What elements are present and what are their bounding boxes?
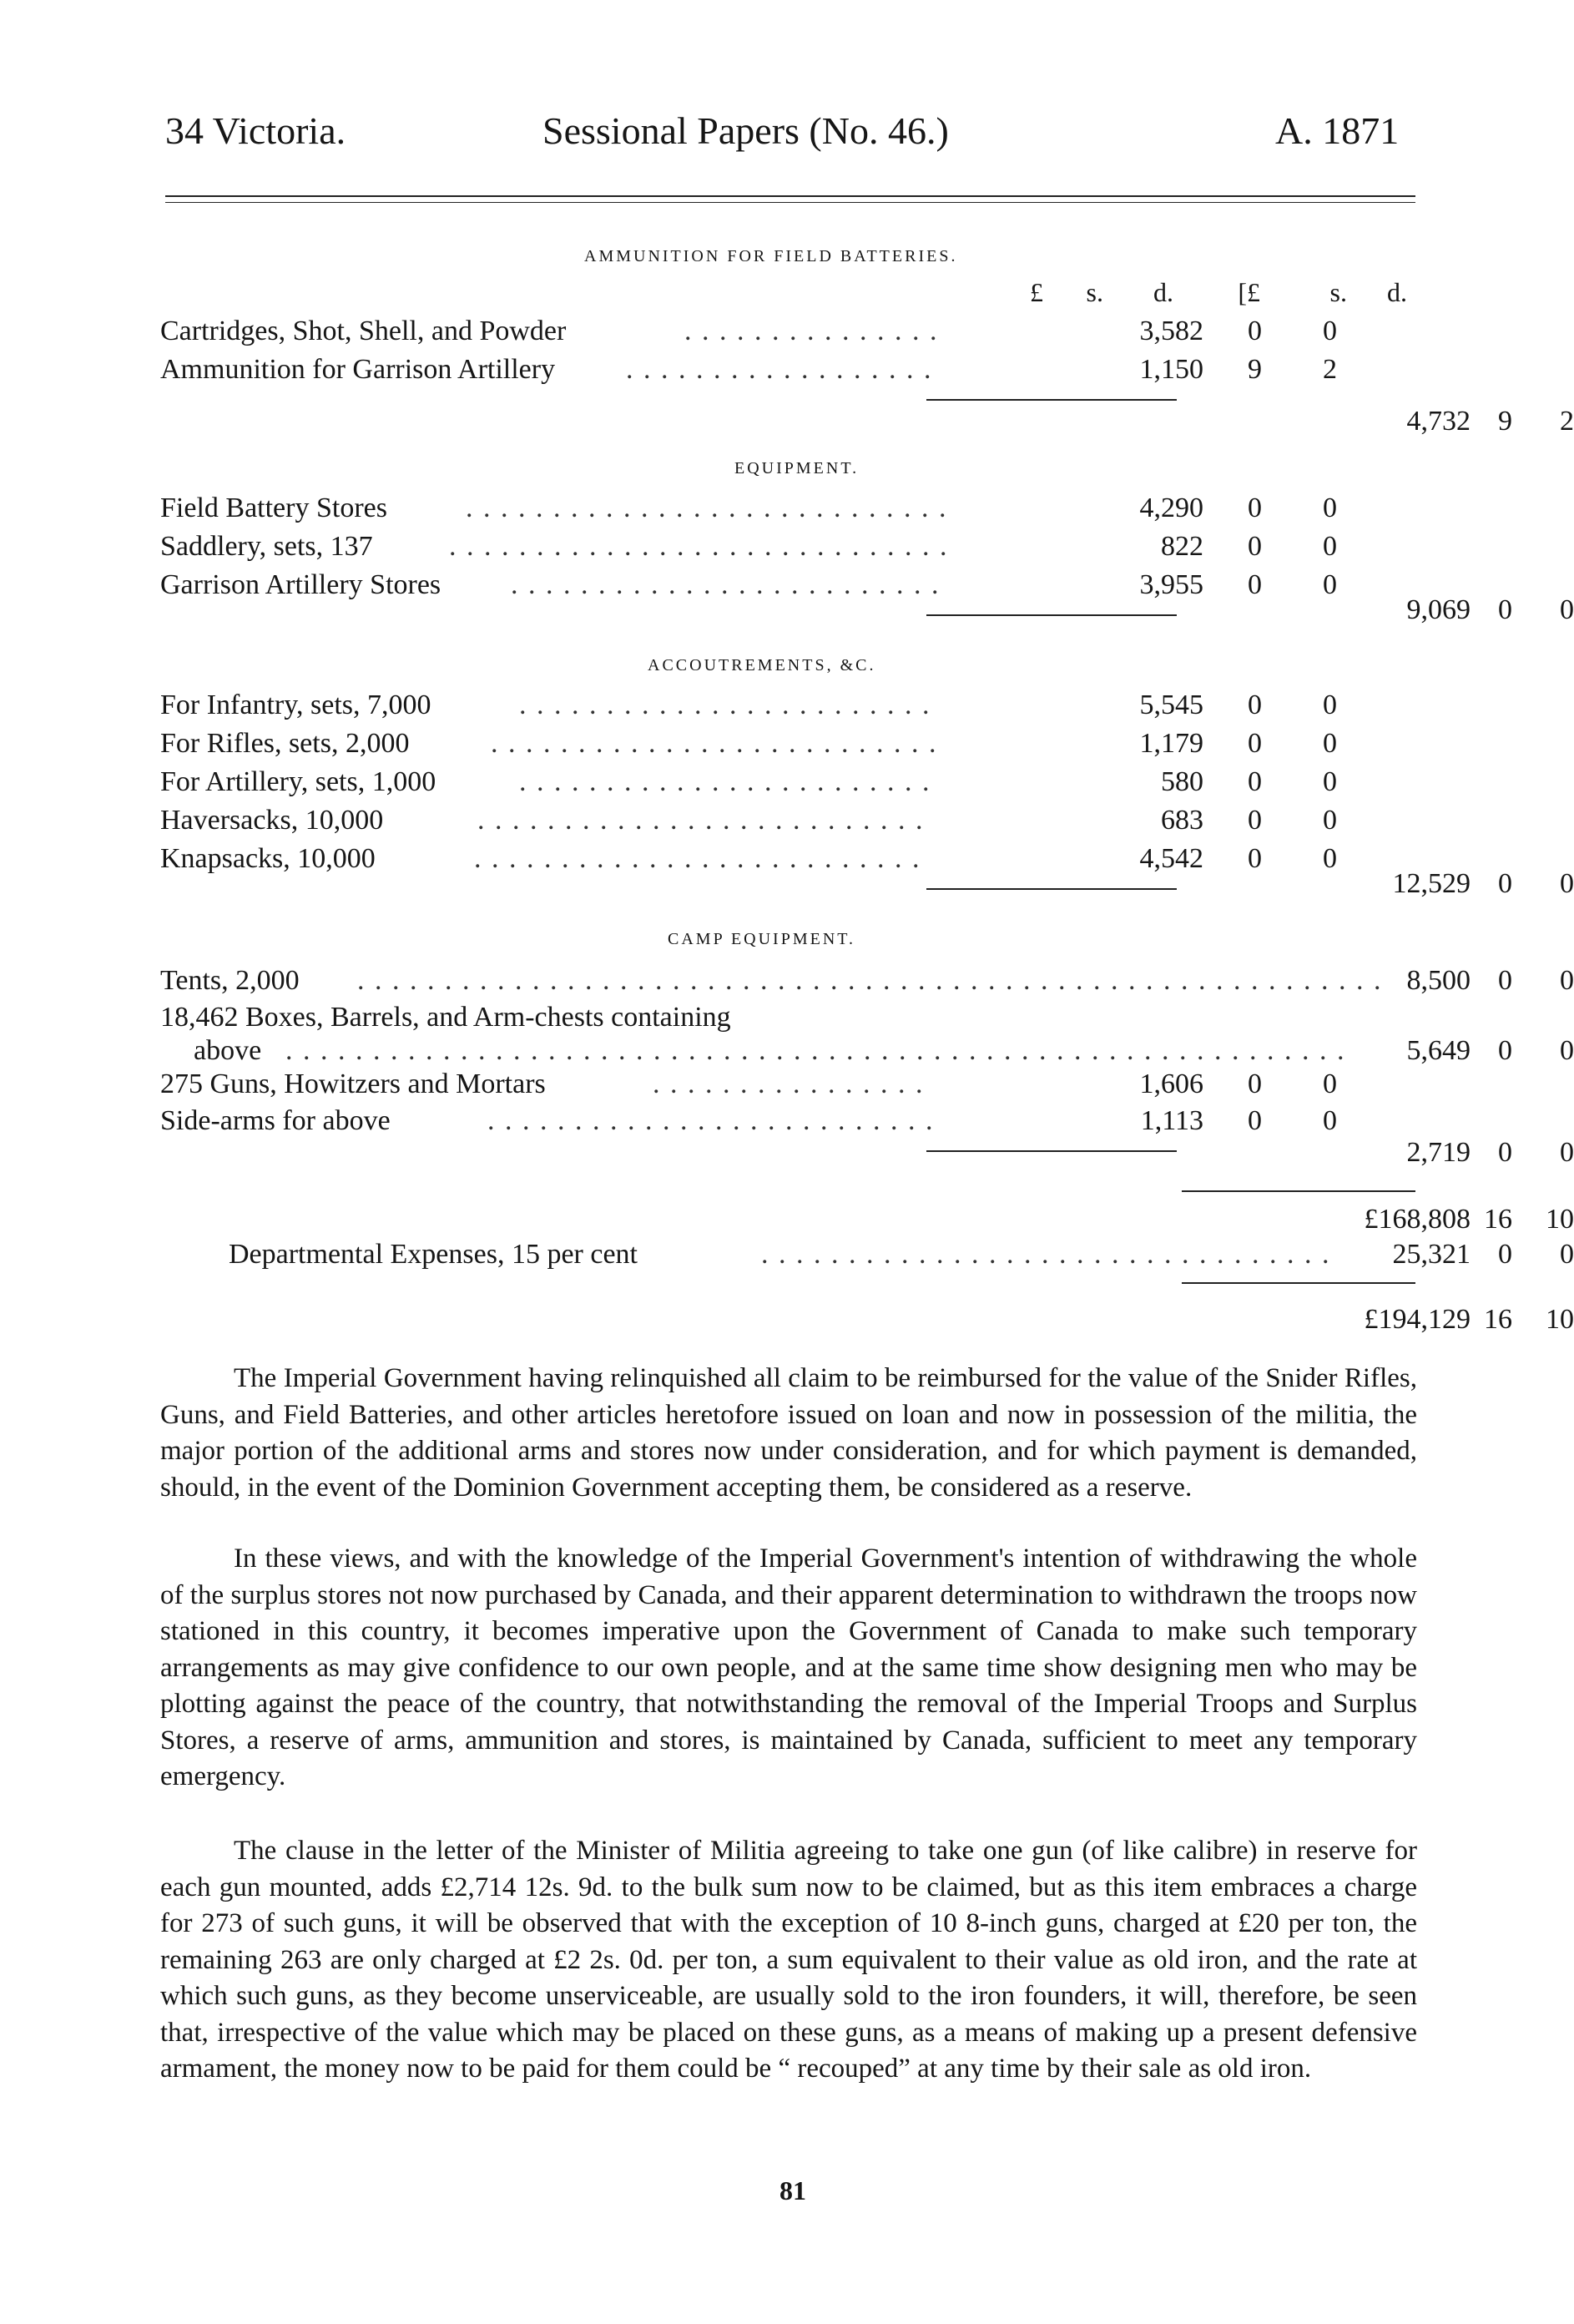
section-total-pence: 0: [1560, 1137, 1574, 1168]
row-label: Tents, 2,000: [160, 965, 300, 996]
row-label: Field Battery Stores: [160, 493, 387, 523]
section-title-accoutrements: ACCOUTREMENTS, &C.: [648, 656, 876, 674]
section-total-shillings: 0: [1498, 1137, 1512, 1168]
row-shillings: 0: [1248, 1105, 1262, 1136]
leader-dots: . . . . . . . . . . . . . . . . . . . . . . . . . .: [487, 1105, 935, 1136]
section-total-pence: 0: [1560, 594, 1574, 625]
leader-dots: . . . . . . . . . . . . . . . . . . . . . . . .: [519, 690, 931, 720]
leader-dots: . . . . . . . . . . . . . . . . . . . . . . . . . .: [477, 805, 925, 836]
departmental-expenses-label: Departmental Expenses, 15 per cent: [229, 1239, 638, 1270]
subtotal-pounds: £168,808: [1364, 1204, 1471, 1235]
ledger-row: [160, 801, 1429, 840]
row-pence: 0: [1323, 493, 1337, 523]
row-pounds: 4,542: [1139, 843, 1203, 874]
row-shillings: 0: [1498, 965, 1512, 996]
row-label: Cartridges, Shot, Shell, and Powder: [160, 316, 567, 346]
ledger-row: [160, 763, 1429, 801]
ledger-row: [160, 312, 1429, 351]
row-pounds: 580: [1161, 766, 1203, 797]
section-total-pounds: 4,732: [1406, 406, 1471, 437]
ledger-row: [160, 1065, 1429, 1104]
leader-dots: . . . . . . . . . . . . . . . . . . . . . . . . . . . . . . . . . . . . . . . . . . . . . . . . . . . . . . . . . . . . .: [285, 1035, 1346, 1066]
row-pence: 0: [1323, 1069, 1337, 1099]
grand-total-pounds: £194,129: [1364, 1304, 1471, 1335]
row-shillings: 0: [1248, 493, 1262, 523]
page-number: 81: [779, 2175, 806, 2205]
column-head-pence: d.: [1153, 277, 1173, 307]
grand-total-row: [160, 1301, 1574, 1339]
header-rule-2: [165, 202, 1415, 203]
row-pounds: 4,290: [1139, 493, 1203, 523]
row-label: 275 Guns, Howitzers and Mortars: [160, 1069, 546, 1099]
row-label: Ammunition for Garrison Artillery: [160, 354, 556, 385]
row-pence: 0: [1323, 1105, 1337, 1136]
row-shillings: 0: [1498, 1035, 1512, 1066]
header-sessional-papers: Sessional Papers (No. 46.): [542, 109, 949, 152]
leader-dots: . . . . . . . . . . . . . . . . . . . . . . . . . . . . .: [449, 531, 949, 562]
header-year: A. 1871: [1275, 109, 1400, 152]
row-shillings: 0: [1248, 569, 1262, 600]
row-pence: 0: [1323, 728, 1337, 759]
section-total-row: [160, 865, 1574, 903]
row-pounds: 1,606: [1139, 1069, 1203, 1099]
row-label-continued: above: [194, 1035, 262, 1066]
row-pounds: 1,150: [1139, 354, 1203, 385]
subtotal-row: [160, 1200, 1574, 1239]
section-total-row: [160, 1134, 1574, 1172]
body-paragraph: The clause in the letter of the Minister of Militia agreeing to take one gun (of like calibre) in reserve for each gun mounted, adds £2,714 12s. 9d. to the bulk sum now to be claimed, but as this item embraces a charge for 273 of such guns, it will be observed that with the exception of 10 8-inch guns, charged at £20 per ton, the remaining 263 are only charged at £2 2s. 0d. per ton, a sum equivalent to their value as old iron, and the rate at which such guns, as they become unserviceable, are usually sold to the iron founders, it will, therefore, be seen that, irrespective of the value which may be placed on these guns, as a means of making up a present defensive armament, the money now to be paid for them could be “ recouped” at any time by their sale as old iron.: [160, 1836, 1417, 2084]
departmental-expenses-row: [160, 1235, 1574, 1274]
section-total-shillings: 0: [1498, 868, 1512, 899]
row-label: Knapsacks, 10,000: [160, 843, 376, 874]
row-pence: 0: [1323, 690, 1337, 720]
row-label: 18,462 Boxes, Barrels, and Arm-chests containing: [160, 1002, 731, 1033]
row-pence: 0: [1323, 843, 1337, 874]
departmental-pence: 0: [1560, 1239, 1574, 1270]
row-shillings: 0: [1248, 766, 1262, 797]
ledger-row: [160, 489, 1429, 528]
section-title-equipment: EQUIPMENT.: [734, 459, 860, 477]
row-label: For Artillery, sets, 1,000: [160, 766, 436, 797]
row-pence: 0: [1560, 1035, 1574, 1066]
section-title-ammunition: AMMUNITION FOR FIELD BATTERIES.: [584, 247, 958, 265]
row-pounds: 683: [1161, 805, 1203, 836]
leader-dots: . . . . . . . . . . . . . . . . . . . . . . . .: [519, 766, 931, 797]
row-pounds: 1,179: [1139, 728, 1203, 759]
row-pence: 0: [1323, 316, 1337, 346]
section-total-pounds: 9,069: [1406, 594, 1471, 625]
row-pounds: 5,545: [1139, 690, 1203, 720]
grand-total-rule: [1182, 1282, 1415, 1284]
row-label: For Infantry, sets, 7,000: [160, 690, 431, 720]
row-pounds: 3,955: [1139, 569, 1203, 600]
row-shillings: 0: [1248, 316, 1262, 346]
row-label: Saddlery, sets, 137: [160, 531, 373, 562]
row-pounds: 5,649: [1406, 1035, 1471, 1066]
row-shillings: 0: [1248, 728, 1262, 759]
row-pence: 0: [1560, 965, 1574, 996]
ledger-row: [160, 962, 1574, 1000]
row-pence: 0: [1323, 766, 1337, 797]
body-paragraph: The Imperial Government having relinquished all claim to be reimbursed for the value of the Snider Rifles, Guns, and Field Batteries, and other articles heretofore issued on loan and now in possession of the militia, the major portion of the additional arms and stores now under consideration, and for which payment is demanded, should, in the event of the Dominion Government accepting them, be considered as a reserve.: [160, 1363, 1417, 1503]
grand-total-pence: 10: [1546, 1304, 1574, 1335]
leader-dots: . . . . . . . . . . . . . . . . . . . . . . . . .: [511, 569, 941, 600]
section-total-pence: 0: [1560, 868, 1574, 899]
leader-dots: . . . . . . . . . . . . . . .: [684, 316, 939, 346]
row-pounds: 1,113: [1140, 1105, 1203, 1136]
row-shillings: 0: [1248, 843, 1262, 874]
grand-total-shillings: 16: [1484, 1304, 1512, 1335]
row-shillings: 0: [1248, 1069, 1262, 1099]
row-pence: 2: [1323, 354, 1337, 385]
leader-dots: . . . . . . . . . . . . . . . . . . . . . . . . . . . . . . . . .: [761, 1239, 1331, 1270]
leader-dots: . . . . . . . . . . . . . . . . . . . . . . . . . .: [491, 728, 938, 759]
leader-dots: . . . . . . . . . . . . . . . .: [653, 1069, 925, 1099]
column-head-pence-total: d.: [1387, 277, 1407, 307]
leader-dots: . . . . . . . . . . . . . . . . . .: [626, 354, 933, 385]
ledger-row: [160, 528, 1429, 566]
row-shillings: 0: [1248, 805, 1262, 836]
subtotal-shillings: 16: [1484, 1204, 1512, 1235]
leader-dots: . . . . . . . . . . . . . . . . . . . . . . . . . . . . . . . . . . . . . . . . . . . . . . . . . . . . . . . . . . .: [357, 965, 1383, 996]
subtotal-rule: [926, 399, 1177, 401]
section-total-pence: 2: [1560, 406, 1574, 437]
departmental-pounds: 25,321: [1392, 1239, 1471, 1270]
section-total-row: [160, 591, 1574, 629]
row-shillings: 0: [1248, 531, 1262, 562]
section-total-pounds: 12,529: [1392, 868, 1471, 899]
column-head-shillings: s.: [1086, 277, 1103, 307]
row-label: Garrison Artillery Stores: [160, 569, 441, 600]
subtotal-rule: [1182, 1190, 1415, 1192]
header-rule: [165, 195, 1415, 197]
departmental-shillings: 0: [1498, 1239, 1512, 1270]
header-session: 34 Victoria.: [165, 109, 346, 152]
section-total-row: [160, 402, 1574, 441]
section-total-shillings: 0: [1498, 594, 1512, 625]
row-label: Side-arms for above: [160, 1105, 391, 1136]
row-pounds: 8,500: [1406, 965, 1471, 996]
row-shillings: 0: [1248, 690, 1262, 720]
subtotal-pence: 10: [1546, 1204, 1574, 1235]
section-total-pounds: 2,719: [1406, 1137, 1471, 1168]
column-head-pounds-total: [£: [1238, 277, 1260, 307]
row-pounds: 822: [1161, 531, 1203, 562]
section-total-shillings: 9: [1498, 406, 1512, 437]
section-title-camp-equipment: CAMP EQUIPMENT.: [668, 930, 856, 948]
ledger-row: [160, 351, 1429, 389]
ledger-row: [160, 725, 1429, 763]
leader-dots: . . . . . . . . . . . . . . . . . . . . . . . . . . . .: [466, 493, 948, 523]
row-pence: 0: [1323, 569, 1337, 600]
row-label: Haversacks, 10,000: [160, 805, 384, 836]
row-pence: 0: [1323, 531, 1337, 562]
body-paragraph: In these views, and with the knowledge of the Imperial Government's intention of withdrawing the whole of the surplus stores not now purchased by Canada, and their apparent determination to withdrawn the troops now stationed in this country, it becomes imperative upon the Government of Canada to make such temporary arrangements as may give confidence to our own people, and at the same time show designing men who may be plotting against the peace of the country, that notwithstanding the removal of the Imperial Troops and Surplus Stores, a reserve of arms, ammunition and stores, is maintained by Canada, sufficient to meet any temporary emergency.: [160, 1543, 1417, 1791]
row-pounds: 3,582: [1139, 316, 1203, 346]
column-head-pounds: £: [1030, 277, 1043, 307]
column-head-shillings-total: s.: [1329, 277, 1347, 307]
row-label: For Rifles, sets, 2,000: [160, 728, 410, 759]
row-pence: 0: [1323, 805, 1337, 836]
leader-dots: . . . . . . . . . . . . . . . . . . . . . . . . . .: [474, 843, 921, 874]
ledger-row: [160, 686, 1429, 725]
row-shillings: 9: [1248, 354, 1262, 385]
